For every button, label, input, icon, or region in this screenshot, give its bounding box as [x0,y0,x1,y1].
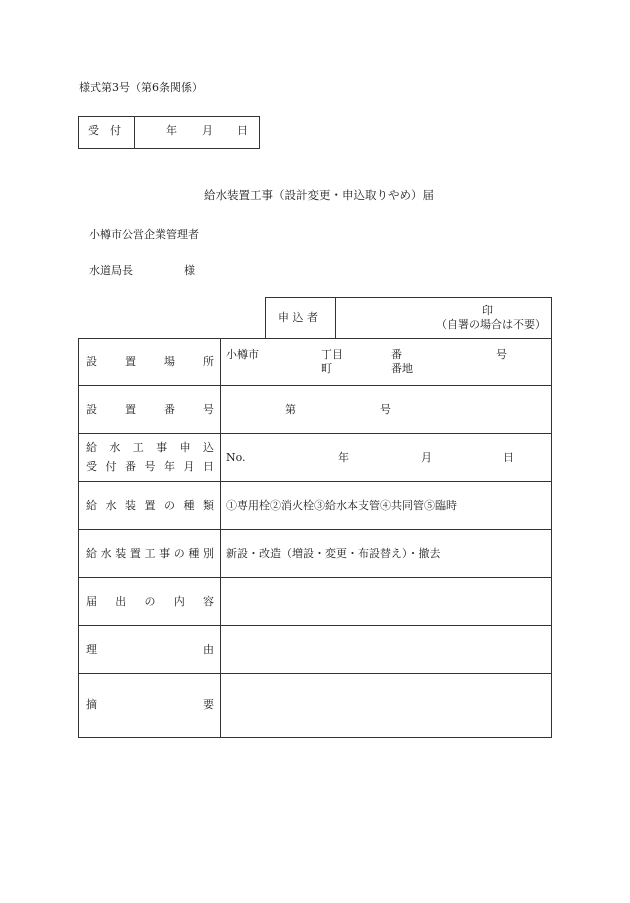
application-number-label-line1: 給 水 工 事 申 込 [86,441,214,454]
work-type-label: 給 水 装 置 工 事 の 種 別 [86,547,214,560]
location-banchi: 番地 [391,362,413,375]
device-type-value: ①専用栓②消火栓③給水本支管④共同管⑤臨時 [226,499,457,512]
device-number-go: 号 [380,403,391,416]
application-number-label-line2: 受 付 番 号 年 月 日 [86,460,214,473]
receipt-label: 受 付 [88,124,121,137]
seal-mark: 印 [482,304,493,317]
application-day: 日 [503,451,514,464]
application-no: No. [226,451,246,464]
receipt-day: 日 [237,124,248,137]
receipt-year: 年 [166,124,177,137]
main-table [78,338,552,738]
device-number-dai: 第 [285,403,296,416]
applicant-label: 申 込 者 [278,311,318,324]
addressee-line1: 小樽市公営企業管理者 [89,228,199,241]
form-number: 様式第3号（第6条関係） [79,81,203,94]
document-title: 給水装置工事（設計変更・申込取りやめ）届 [204,188,434,202]
seal-note: （自署の場合は不要） [436,318,546,331]
contents-label: 届 出 の 内 容 [86,595,214,608]
receipt-month: 月 [202,124,213,137]
device-type-label: 給 水 装 置 の 種 類 [86,499,214,512]
work-type-value: 新設・改造（増設・変更・布設替え）・撤去 [226,547,441,560]
location-machi: 町 [321,362,332,375]
remarks-label: 摘 要 [86,698,214,711]
location-city: 小樽市 [226,348,259,361]
reason-label: 理 由 [86,643,214,656]
addressee-line2: 水道局長 [89,264,133,277]
application-month: 月 [421,451,432,464]
location-go: 号 [496,348,507,361]
location-chome: 丁目 [321,348,343,361]
addressee-honorific: 様 [184,264,195,277]
location-label: 設 置 場 所 [86,355,214,368]
application-year: 年 [338,451,349,464]
location-ban: 番 [391,348,402,361]
device-number-label: 設 置 番 号 [86,403,214,416]
